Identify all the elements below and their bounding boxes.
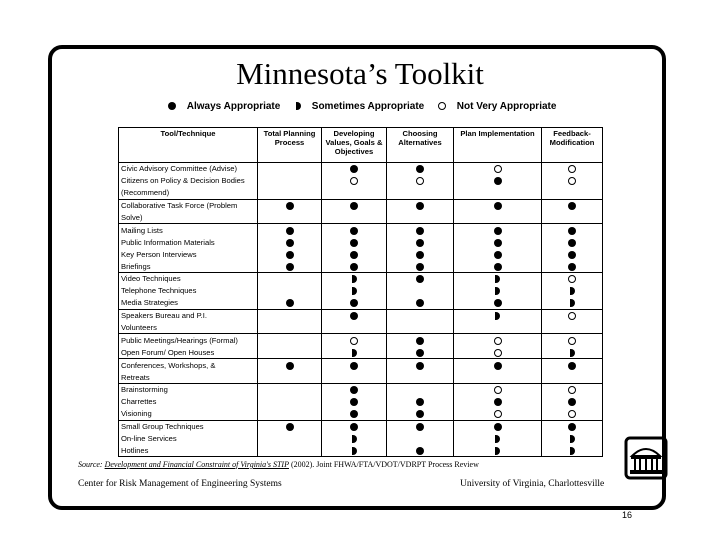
rating-cell	[542, 433, 603, 445]
rating-cell	[258, 322, 322, 334]
tool-name: Mailing Lists	[119, 224, 258, 236]
full-circle-icon	[416, 165, 424, 173]
rating-cell	[322, 285, 387, 297]
full-circle-icon	[416, 275, 424, 283]
table-row	[119, 224, 603, 236]
rating-cell	[322, 444, 387, 456]
rating-cell	[258, 187, 322, 199]
full-circle-icon	[568, 362, 576, 370]
rating-cell	[258, 199, 322, 211]
half-circle-icon	[570, 299, 575, 307]
rating-cell	[542, 371, 603, 383]
full-circle-icon	[286, 263, 294, 271]
table-row	[119, 163, 603, 175]
tool-name: Citizens on Policy & Decision Bodies	[119, 175, 258, 187]
full-circle-icon	[494, 362, 502, 370]
table-row	[119, 396, 603, 408]
empty-circle-icon	[494, 165, 502, 173]
rating-cell	[454, 322, 542, 334]
rating-cell	[387, 322, 454, 334]
rating-cell	[322, 322, 387, 334]
empty-circle-icon	[494, 349, 502, 357]
tool-name: (Recommend)	[119, 187, 258, 199]
rating-cell	[542, 260, 603, 272]
rating-cell	[387, 444, 454, 456]
full-circle-icon	[416, 227, 424, 235]
tool-name: On-line Services	[119, 433, 258, 445]
full-circle-icon	[494, 299, 502, 307]
rating-cell	[322, 212, 387, 224]
rating-cell	[387, 309, 454, 321]
rating-cell	[542, 444, 603, 456]
empty-circle-icon	[568, 275, 576, 283]
rating-cell	[387, 371, 454, 383]
empty-circle-icon	[568, 337, 576, 345]
empty-circle-icon	[568, 312, 576, 320]
half-circle-icon	[495, 312, 500, 320]
rating-cell	[542, 420, 603, 432]
rating-cell	[258, 408, 322, 420]
tool-name: Visioning	[119, 408, 258, 420]
full-circle-icon	[416, 251, 424, 259]
empty-circle-icon	[494, 410, 502, 418]
rating-cell	[258, 285, 322, 297]
tool-name: Volunteers	[119, 322, 258, 334]
rating-cell	[542, 224, 603, 236]
full-circle-icon	[416, 202, 424, 210]
tool-name: Hotlines	[119, 444, 258, 456]
full-circle-icon	[350, 386, 358, 394]
full-circle-icon	[568, 423, 576, 431]
full-circle-icon	[416, 423, 424, 431]
rating-cell	[258, 248, 322, 260]
rating-cell	[322, 346, 387, 358]
rating-cell	[322, 433, 387, 445]
empty-circle-icon	[494, 386, 502, 394]
rating-cell	[258, 224, 322, 236]
rating-cell	[322, 236, 387, 248]
half-circle-icon	[352, 447, 357, 455]
table-row	[119, 408, 603, 420]
rating-cell	[454, 384, 542, 396]
tool-name: Briefings	[119, 260, 258, 272]
rating-cell	[542, 297, 603, 309]
empty-circle-icon	[568, 177, 576, 185]
rating-cell	[454, 297, 542, 309]
tool-name: Solve)	[119, 212, 258, 224]
empty-circle-icon	[568, 410, 576, 418]
rating-cell	[454, 212, 542, 224]
full-circle-icon	[350, 299, 358, 307]
table-row	[119, 187, 603, 199]
full-circle-icon	[568, 227, 576, 235]
rating-cell	[387, 433, 454, 445]
tool-name: Small Group Techniques	[119, 420, 258, 432]
rating-cell	[542, 384, 603, 396]
half-circle-icon	[352, 287, 357, 295]
col-header-plan: Plan Implementation	[454, 128, 542, 163]
rating-cell	[542, 187, 603, 199]
rating-cell	[542, 273, 603, 285]
rating-cell	[454, 260, 542, 272]
rating-cell	[454, 433, 542, 445]
full-circle-icon	[350, 263, 358, 271]
empty-circle-icon	[568, 386, 576, 394]
rating-cell	[322, 273, 387, 285]
tool-name: Conferences, Workshops, &	[119, 359, 258, 371]
rating-cell	[387, 297, 454, 309]
table-row	[119, 175, 603, 187]
rating-cell	[258, 260, 322, 272]
rating-cell	[258, 384, 322, 396]
full-circle-icon	[494, 202, 502, 210]
tool-name: Telephone Techniques	[119, 285, 258, 297]
rating-cell	[322, 297, 387, 309]
tool-name: Charrettes	[119, 396, 258, 408]
full-circle-icon	[494, 423, 502, 431]
full-circle-icon	[286, 239, 294, 247]
full-circle-icon	[286, 423, 294, 431]
source-suffix: (2002). Joint FHWA/FTA/VDOT/VDRPT Process Review	[288, 460, 479, 469]
col-header-tool: Tool/Technique	[119, 128, 258, 163]
rating-cell	[387, 212, 454, 224]
rating-cell	[258, 236, 322, 248]
full-circle-icon	[568, 398, 576, 406]
rating-cell	[258, 444, 322, 456]
rating-cell	[322, 334, 387, 346]
rating-cell	[387, 384, 454, 396]
rating-cell	[542, 408, 603, 420]
table-row	[119, 420, 603, 432]
source-title: Development and Financial Constraint of Virginia's STIP	[104, 460, 289, 469]
rating-cell	[322, 163, 387, 175]
rating-cell	[322, 420, 387, 432]
half-circle-icon	[495, 275, 500, 283]
full-circle-icon	[416, 410, 424, 418]
full-circle-icon	[416, 337, 424, 345]
rating-cell	[542, 359, 603, 371]
full-circle-icon	[286, 227, 294, 235]
full-circle-icon	[350, 202, 358, 210]
rating-cell	[258, 433, 322, 445]
rating-cell	[322, 359, 387, 371]
tool-name: Key Person Interviews	[119, 248, 258, 260]
half-circle-icon	[352, 435, 357, 443]
half-circle-icon	[352, 275, 357, 283]
table-row	[119, 236, 603, 248]
full-circle-icon	[350, 239, 358, 247]
rating-cell	[387, 420, 454, 432]
rating-cell	[454, 444, 542, 456]
empty-circle-icon	[350, 177, 358, 185]
full-circle-icon	[416, 398, 424, 406]
rating-cell	[258, 309, 322, 321]
legend-sometimes	[296, 101, 424, 112]
table-row	[119, 285, 603, 297]
rating-cell	[542, 334, 603, 346]
rating-cell	[258, 420, 322, 432]
rating-cell	[542, 309, 603, 321]
rating-cell	[454, 346, 542, 358]
full-circle-icon	[168, 102, 176, 110]
table-row	[119, 297, 603, 309]
rating-cell	[454, 236, 542, 248]
full-circle-icon	[350, 251, 358, 259]
full-circle-icon	[494, 227, 502, 235]
legend-sometimes-label: Sometimes Appropriate	[311, 101, 425, 112]
full-circle-icon	[350, 227, 358, 235]
page-title: Minnesota’s Toolkit	[236, 56, 484, 91]
rating-cell	[387, 199, 454, 211]
full-circle-icon	[350, 423, 358, 431]
table-row	[119, 359, 603, 371]
tool-name: Video Techniques	[119, 273, 258, 285]
legend-not-very	[438, 101, 556, 112]
footer-left: Center for Risk Management of Engineering Systems	[78, 479, 282, 489]
full-circle-icon	[350, 410, 358, 418]
table-row	[119, 371, 603, 383]
full-circle-icon	[494, 251, 502, 259]
full-circle-icon	[494, 398, 502, 406]
legend-always	[168, 101, 280, 112]
rating-cell	[258, 163, 322, 175]
rating-cell	[454, 359, 542, 371]
rating-cell	[542, 163, 603, 175]
full-circle-icon	[416, 299, 424, 307]
rating-cell	[454, 396, 542, 408]
full-circle-icon	[286, 202, 294, 210]
rating-cell	[454, 187, 542, 199]
col-header-feedback: Feedback-Modification	[542, 128, 603, 163]
rating-cell	[322, 384, 387, 396]
rating-cell	[322, 187, 387, 199]
rating-cell	[454, 163, 542, 175]
legend-not-very-label: Not Very Appropriate	[456, 101, 557, 112]
half-circle-icon	[570, 447, 575, 455]
half-circle-icon	[296, 102, 301, 110]
table-header-row	[119, 128, 603, 163]
full-circle-icon	[416, 239, 424, 247]
rating-cell	[454, 224, 542, 236]
footer-right: University of Virginia, Charlottesville	[460, 479, 605, 489]
rating-cell	[322, 260, 387, 272]
half-circle-icon	[570, 435, 575, 443]
full-circle-icon	[568, 239, 576, 247]
rating-cell	[542, 346, 603, 358]
tool-name: Collaborative Task Force (Problem	[119, 199, 258, 211]
tool-name: Public Information Materials	[119, 236, 258, 248]
rating-cell	[387, 175, 454, 187]
col-header-choosing: Choosing Alternatives	[387, 128, 454, 163]
tool-name: Retreats	[119, 371, 258, 383]
rating-cell	[454, 199, 542, 211]
rating-cell	[454, 248, 542, 260]
rating-cell	[454, 420, 542, 432]
half-circle-icon	[570, 349, 575, 357]
rating-cell	[387, 346, 454, 358]
rating-cell	[387, 236, 454, 248]
rating-cell	[258, 334, 322, 346]
full-circle-icon	[286, 251, 294, 259]
full-circle-icon	[416, 263, 424, 271]
rating-cell	[454, 309, 542, 321]
half-circle-icon	[495, 435, 500, 443]
rating-cell	[387, 248, 454, 260]
rating-cell	[542, 285, 603, 297]
table-row	[119, 346, 603, 358]
rating-cell	[322, 408, 387, 420]
half-circle-icon	[495, 287, 500, 295]
full-circle-icon	[494, 177, 502, 185]
full-circle-icon	[350, 165, 358, 173]
full-circle-icon	[350, 312, 358, 320]
table-row	[119, 273, 603, 285]
rating-cell	[454, 371, 542, 383]
rating-cell	[542, 248, 603, 260]
col-header-total: Total Planning Process	[258, 128, 322, 163]
source-prefix: Source:	[78, 460, 105, 469]
rating-cell	[454, 175, 542, 187]
table-row	[119, 334, 603, 346]
rating-cell	[387, 285, 454, 297]
empty-circle-icon	[416, 177, 424, 185]
full-circle-icon	[286, 362, 294, 370]
table-row	[119, 212, 603, 224]
empty-circle-icon	[350, 337, 358, 345]
half-circle-icon	[570, 287, 575, 295]
rating-cell	[322, 224, 387, 236]
table-row	[119, 248, 603, 260]
rating-cell	[258, 359, 322, 371]
full-circle-icon	[568, 251, 576, 259]
col-header-developing: Developing Values, Goals & Objectives	[322, 128, 387, 163]
tool-name: Media Strategies	[119, 297, 258, 309]
table-row	[119, 260, 603, 272]
half-circle-icon	[352, 349, 357, 357]
rating-cell	[387, 408, 454, 420]
rating-cell	[322, 199, 387, 211]
rating-cell	[387, 163, 454, 175]
rating-cell	[387, 187, 454, 199]
table-row	[119, 444, 603, 456]
rating-cell	[387, 273, 454, 285]
rating-cell	[387, 334, 454, 346]
rating-cell	[387, 396, 454, 408]
half-circle-icon	[495, 447, 500, 455]
rating-cell	[258, 371, 322, 383]
empty-circle-icon	[438, 102, 446, 110]
full-circle-icon	[416, 362, 424, 370]
empty-circle-icon	[494, 337, 502, 345]
rating-cell	[258, 346, 322, 358]
rating-cell	[322, 175, 387, 187]
rating-cell	[258, 297, 322, 309]
table-row	[119, 433, 603, 445]
tool-name: Brainstorming	[119, 384, 258, 396]
table-body	[119, 163, 603, 457]
table-row	[119, 309, 603, 321]
empty-circle-icon	[568, 165, 576, 173]
full-circle-icon	[494, 263, 502, 271]
full-circle-icon	[286, 299, 294, 307]
rating-cell	[387, 359, 454, 371]
full-circle-icon	[494, 239, 502, 247]
rating-cell	[322, 396, 387, 408]
full-circle-icon	[568, 202, 576, 210]
source-note	[78, 460, 479, 469]
tool-name: Speakers Bureau and P.I.	[119, 309, 258, 321]
tool-name: Civic Advisory Committee (Advise)	[119, 163, 258, 175]
rating-cell	[387, 224, 454, 236]
uva-rotunda-logo-icon	[624, 436, 668, 480]
table-row	[119, 199, 603, 211]
rating-cell	[454, 273, 542, 285]
page-number: 16	[622, 510, 633, 520]
rating-cell	[322, 309, 387, 321]
rating-cell	[454, 334, 542, 346]
rating-cell	[542, 199, 603, 211]
rating-cell	[542, 396, 603, 408]
rating-cell	[542, 175, 603, 187]
rating-cell	[258, 396, 322, 408]
full-circle-icon	[350, 362, 358, 370]
tool-name: Open Forum/ Open Houses	[119, 346, 258, 358]
rating-cell	[258, 212, 322, 224]
rating-cell	[454, 408, 542, 420]
table-row	[119, 384, 603, 396]
full-circle-icon	[350, 398, 358, 406]
table-row	[119, 322, 603, 334]
full-circle-icon	[416, 447, 424, 455]
rating-cell	[258, 273, 322, 285]
rating-cell	[542, 212, 603, 224]
rating-cell	[454, 285, 542, 297]
rating-cell	[322, 371, 387, 383]
rating-cell	[258, 175, 322, 187]
toolkit-table	[118, 127, 603, 457]
legend-always-label: Always Appropriate	[186, 101, 281, 112]
tool-name: Public Meetings/Hearings (Formal)	[119, 334, 258, 346]
rating-cell	[322, 248, 387, 260]
rating-cell	[542, 236, 603, 248]
full-circle-icon	[568, 263, 576, 271]
rating-cell	[387, 260, 454, 272]
rating-cell	[542, 322, 603, 334]
full-circle-icon	[416, 349, 424, 357]
